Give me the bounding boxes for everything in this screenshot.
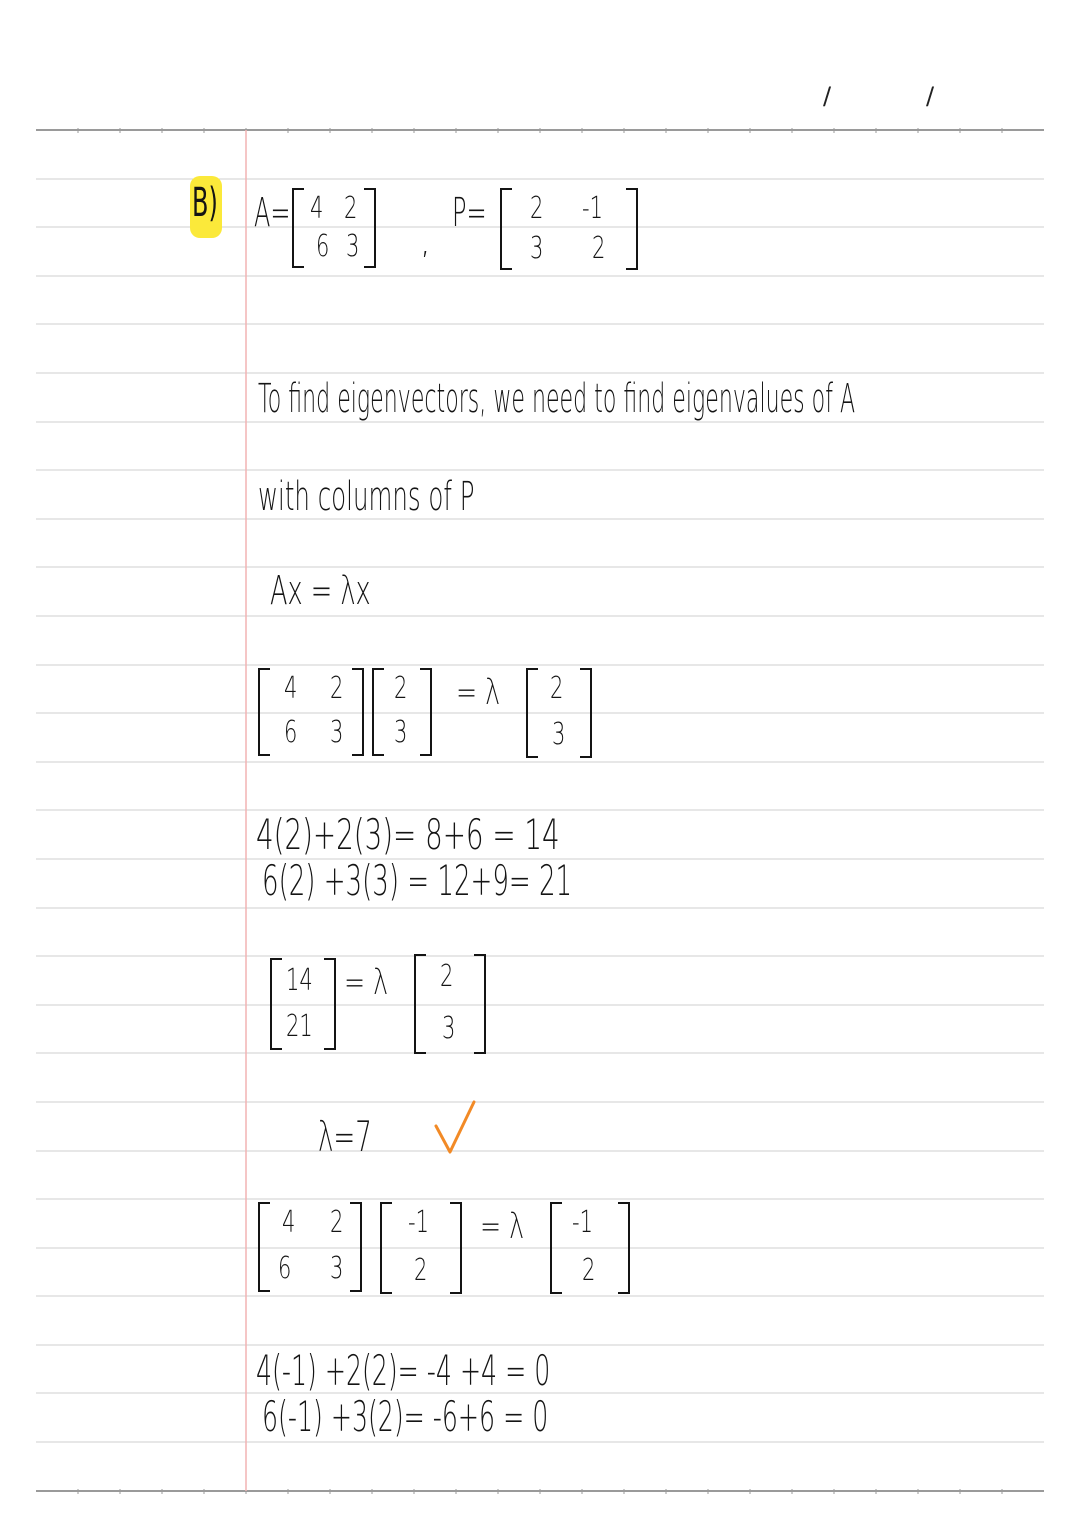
step1-lambda-result: λ=7 <box>318 1112 372 1161</box>
step1-result-equals-lambda: = λ <box>344 962 389 1003</box>
step2-matrix-a-cell: 3 <box>330 1251 344 1286</box>
step2-matrix-a-cell: 6 <box>278 1251 292 1286</box>
matrix-a-cell: 3 <box>346 229 360 264</box>
matrix-p-cell: 2 <box>592 231 606 266</box>
checkmark-icon <box>432 1098 478 1158</box>
step1-vector-cell: 3 <box>394 715 408 750</box>
matrix-p <box>500 188 638 270</box>
step2-rhs-vector-cell: 2 <box>582 1253 596 1288</box>
section-label: B) <box>192 180 218 226</box>
step2-rhs-vector <box>550 1202 630 1294</box>
step1-calc-line-2: 6(2) +3(3) = 12+9= 21 <box>262 856 573 905</box>
step1-result-rhs-vector-cell: 2 <box>440 959 454 994</box>
step2-vector-cell: -1 <box>408 1205 429 1240</box>
matrix-a-cell: 2 <box>344 191 358 226</box>
instruction-line-1: To find eigenvectors, we need to find eigenvalues of A <box>258 376 856 422</box>
step1-matrix-a-cell: 3 <box>330 715 344 750</box>
step2-vector-cell: 2 <box>414 1253 428 1288</box>
matrix-a-label: A= <box>254 190 291 236</box>
matrix-p-cell: 2 <box>530 191 544 226</box>
step1-calc-line-1: 4(2)+2(3)= 8+6 = 14 <box>256 810 560 859</box>
step1-matrix-a <box>258 668 364 756</box>
step1-rhs-vector-cell: 2 <box>550 671 564 706</box>
step2-matrix-a-cell: 4 <box>282 1205 296 1240</box>
matrix-p-cell: 3 <box>530 231 544 266</box>
matrix-p-label: P= <box>452 190 487 236</box>
matrix-p-cell: -1 <box>582 191 603 226</box>
matrix-a-cell: 4 <box>310 191 324 226</box>
date-slash-2: / <box>926 82 935 110</box>
date-slash-1: / <box>823 82 832 110</box>
step1-matrix-a-cell: 6 <box>284 715 298 750</box>
section-label-highlight <box>190 176 222 238</box>
step1-matrix-a-cell: 2 <box>330 671 344 706</box>
step1-vector-cell: 2 <box>394 671 408 706</box>
step1-matrix-a-cell: 4 <box>284 671 298 706</box>
step1-result-vector <box>270 958 336 1050</box>
step2-rhs-vector-cell: -1 <box>572 1205 593 1240</box>
step1-result-rhs-vector-cell: 3 <box>442 1011 456 1046</box>
step1-equals-lambda: = λ <box>456 672 501 713</box>
step1-rhs-vector-cell: 3 <box>552 717 566 752</box>
step1-result-vector-cell: 14 <box>286 963 313 998</box>
matrix-a-cell: 6 <box>316 229 330 264</box>
step2-vector <box>380 1202 462 1294</box>
step2-equals-lambda: = λ <box>480 1206 525 1247</box>
step2-matrix-a <box>258 1202 362 1292</box>
eigen-equation: Ax = λx <box>270 568 371 614</box>
matrix-a <box>292 188 376 268</box>
step1-result-vector-cell: 21 <box>286 1009 313 1044</box>
instruction-line-2: with columns of P <box>258 474 475 520</box>
step2-matrix-a-cell: 2 <box>330 1205 344 1240</box>
step1-result-rhs-vector <box>414 954 486 1054</box>
step2-calc-line-1: 4(-1) +2(2)= -4 +4 = 0 <box>256 1346 551 1395</box>
step1-vector <box>372 668 432 756</box>
step1-rhs-vector <box>526 668 592 758</box>
step2-calc-line-2: 6(-1) +3(2)= -6+6 = 0 <box>262 1392 549 1441</box>
matrix-separator: , <box>420 222 431 262</box>
